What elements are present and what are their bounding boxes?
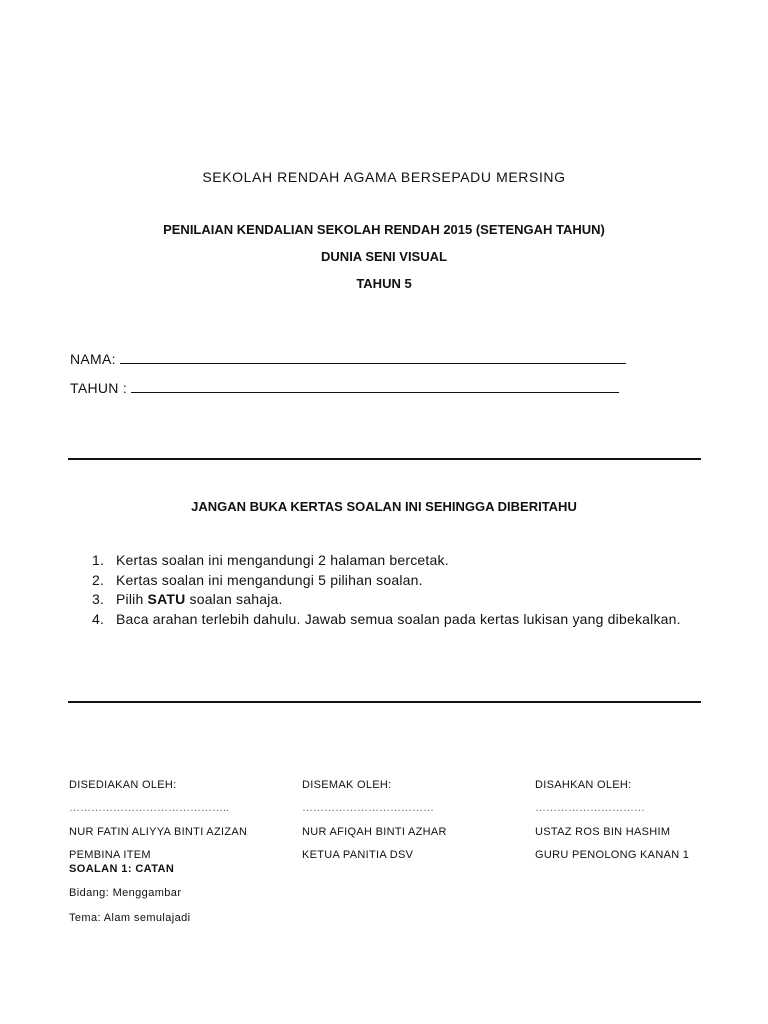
- approved-by-signature-line: …………………………: [535, 802, 645, 814]
- tahun-label: TAHUN :: [70, 380, 128, 396]
- checked-by-role: KETUA PANITIA DSV: [302, 849, 414, 861]
- nama-field[interactable]: [70, 349, 626, 367]
- nama-blank-line[interactable]: [120, 349, 626, 364]
- subject-title: DUNIA SENI VISUAL: [321, 249, 447, 264]
- year-title: TAHUN 5: [356, 276, 412, 291]
- prepared-by-label: DISEDIAKAN OLEH:: [69, 779, 177, 791]
- checked-by-name: NUR AFIQAH BINTI AZHAR: [302, 826, 447, 838]
- divider-bottom: [68, 701, 701, 703]
- nama-label: NAMA:: [70, 351, 116, 367]
- exam-title: PENILAIAN KENDALIAN SEKOLAH RENDAH 2015 (SETENGAH TAHUN): [163, 222, 605, 237]
- prepared-by-signature-line: ……………………………………..: [69, 802, 230, 814]
- warning-notice: JANGAN BUKA KERTAS SOALAN INI SEHINGGA DIBERITAHU: [191, 499, 577, 514]
- school-name: SEKOLAH RENDAH AGAMA BERSEPADU MERSING: [202, 169, 566, 185]
- approved-by-role: GURU PENOLONG KANAN 1: [535, 849, 690, 861]
- divider-top: [68, 458, 701, 460]
- checked-by-label: DISEMAK OLEH:: [302, 779, 392, 791]
- emphasis-satu: SATU: [147, 591, 186, 607]
- instruction-item: 4. Baca arahan terlebih dahulu. Jawab semua soalan pada kertas lukisan yang dibekalkan.: [92, 610, 681, 627]
- prepared-by-role: PEMBINA ITEM: [69, 849, 151, 861]
- instructions-list: [84, 551, 684, 629]
- tahun-blank-line[interactable]: [131, 378, 619, 393]
- instruction-item: 3. Pilih SATU soalan sahaja.: [92, 591, 283, 607]
- instruction-item: 1. Kertas soalan ini mengandungi 2 halaman bercetak.: [92, 552, 449, 568]
- prepared-by-name: NUR FATIN ALIYYA BINTI AZIZAN: [69, 826, 248, 838]
- checked-by-signature-line: ………………………………: [302, 802, 434, 814]
- tahun-field[interactable]: [70, 378, 619, 396]
- instruction-item: 2. Kertas soalan ini mengandungi 5 pilihan soalan.: [92, 571, 423, 588]
- question-theme: Tema: Alam semulajadi: [69, 912, 191, 924]
- question-field: Bidang: Menggambar: [69, 887, 182, 899]
- approved-by-name: USTAZ ROS BIN HASHIM: [535, 826, 671, 838]
- approved-by-label: DISAHKAN OLEH:: [535, 779, 632, 791]
- question-heading: SOALAN 1: CATAN: [69, 863, 175, 875]
